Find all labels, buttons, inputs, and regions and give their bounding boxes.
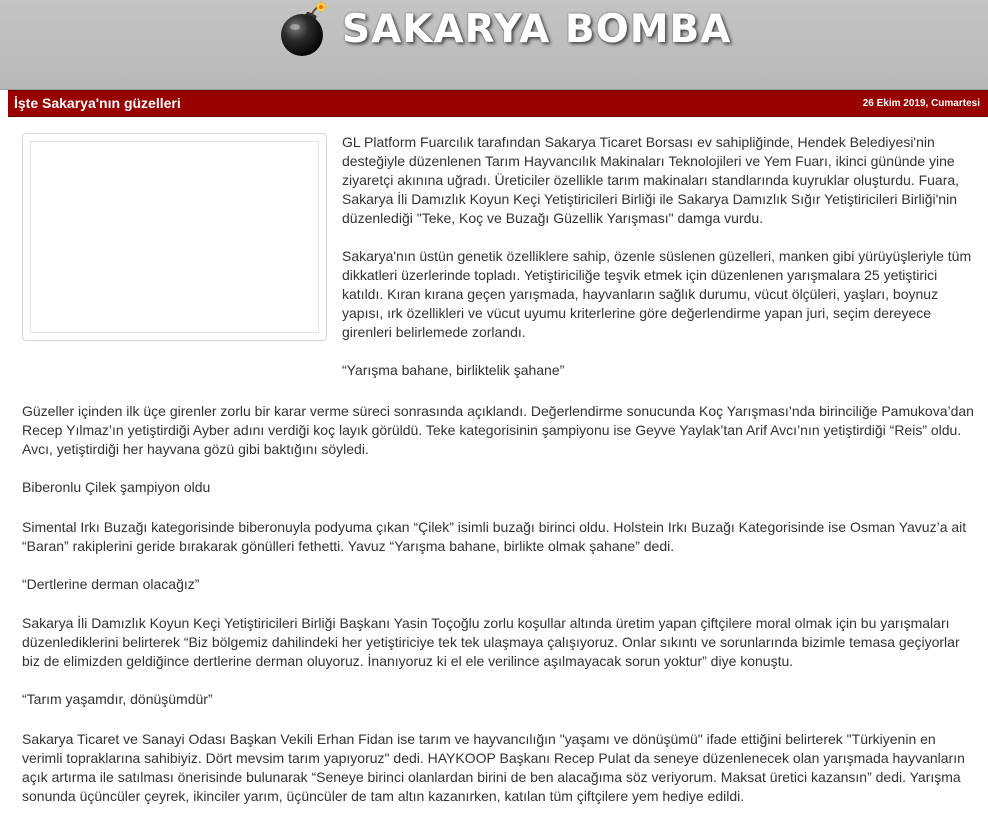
article-paragraph: Sakarya'nın üstün genetik özelliklere sahip, özenle süslenen güzelleri, manken gibi yürüyüşleriyle tüm dikkatleri üzerlerinde topladı. Yetiştiriciliğe teşvik etmek için düzenlenen yarışmalara 25 yetiştirici katıldı. Kıran kırana geçen yarışmada, hayvanların sağlık durumu, vücut ölçüleri, yaşları, boynuz yapısı, ırk özellikleri ve vücut uyumu kriterlerine göre değerlendirme yapan juri, seçim dereyece girenleri belirlemede zorlandı.: [342, 248, 972, 340]
article-paragraph: Sakarya İli Damızlık Koyun Keçi Yetiştiricileri Birliği Başkanı Yasin Toçoğlu zorlu koşullar altında üretim yapan çiftçilere moral olmak için bu yarışmaları düzenlediklerini belirterek “Biz bölgemiz dahilindeki her yetiştiriciye tek tek ulaşmaya çalışıyoruz. Onlar sıkıntı ve sorunlarında bizimle temasa geçiyorlar biz de elimizden geldiğince dertlerine derman oluyoruz. İnanıyoruz ki el ele verilince aşılmayacak sorun yoktur” diye konuştu.: [22, 615, 960, 669]
article-subheading: “Yarışma bahane, birliktelik şahane”: [342, 362, 565, 378]
article-paragraph: Güzeller içinden ilk üçe girenler zorlu bir karar verme süreci sonrasında açıklandı. Değerlendirme sonucunda Koç Yarışması’nda birinciliğe Pamukova’dan Recep Yılmaz’ın yetiştirdiği Ayber adını verdiği koç layık görüldü. Teke kategorisinin şampiyonu ise Geyve Yaylak’tan Arif Avcı’nın yetiştirdiği “Reis” oldu. Avcı, yetiştirdiği her hayvana gözü gibi baktığını söyledi.: [22, 403, 974, 457]
site-logo-text: SAKARYA BOMBA: [342, 7, 732, 52]
article-title: İşte Sakarya'nın güzelleri: [14, 95, 181, 111]
article-subheading: “Dertlerine derman olacağız”: [22, 576, 200, 592]
bomb-icon: [278, 0, 334, 60]
article-paragraph: Sakarya Ticaret ve Sanayi Odası Başkan Vekili Erhan Fidan ise tarım ve hayvancılığın "yaşamı ve dönüşümü" ifade ettiğini belirterek "Türkiyenin en verimli topraklarına sahibiyiz. Dört mevsim tarım yapıyoruz" dedi. HAYKOOP Başkanı Recep Pulat da seneye düzenlenecek olan yarışmada hayvanların açık artırma ile satılması önerisinde bulunarak “Seneye birinci olanlardan birini de ben alacağıma söz veriyorum. Maksat üretici kazansın” dedi. Yarışma sonunda üçüncüler çeyrek, ikinciler yarım, üçüncüler de tam altın kazanırken, katılan tüm çiftçilere yem hediye edildi.: [22, 731, 965, 804]
article-date: 26 Ekim 2019, Cumartesi: [862, 98, 980, 109]
article-subheading: “Tarım yaşamdır, dönüşümdür”: [22, 691, 213, 707]
article-paragraph: Simental Irkı Buzağı kategorisinde biberonuyla podyuma çıkan “Çilek” isimli buzağı birinci oldu. Holstein Irkı Buzağı Kategorisinde ise Osman Yavuz’a ait “Baran” rakiplerini geride bırakarak gönülleri fethetti. Yavuz “Yarışma bahane, birlikte olmak şahane” dedi.: [22, 519, 967, 554]
article-image-placeholder: [30, 141, 319, 333]
article-image-frame: [22, 133, 327, 341]
article-paragraph: GL Platform Fuarcılık tarafından Sakarya Ticaret Borsası ev sahipliğinde, Hendek Belediyesi'nin desteğiyle düzenlenen Tarım Hayvancılık Makinaları Teknolojileri ve Yem Fuarı, ikinci gününde yine ziyaretçi akınına uğradı. Üreticiler özellikle tarım makinaları standlarında kuyruklar oluşturdu. Fuara, Sakarya İli Damızlık Koyun Keçi Yetiştiricileri Birliği ile Sakarya Damızlık Sığır Yetiştiricileri Birliği'nin düzenlediği "Teke, Koç ve Buzağı Güzellik Yarışması" damga vurdu.: [342, 134, 960, 226]
site-header: [0, 0, 988, 90]
article-titlebar: [8, 90, 988, 117]
article-subheading: Biberonlu Çilek şampiyon oldu: [22, 479, 211, 495]
site-logo[interactable]: [278, 0, 732, 60]
